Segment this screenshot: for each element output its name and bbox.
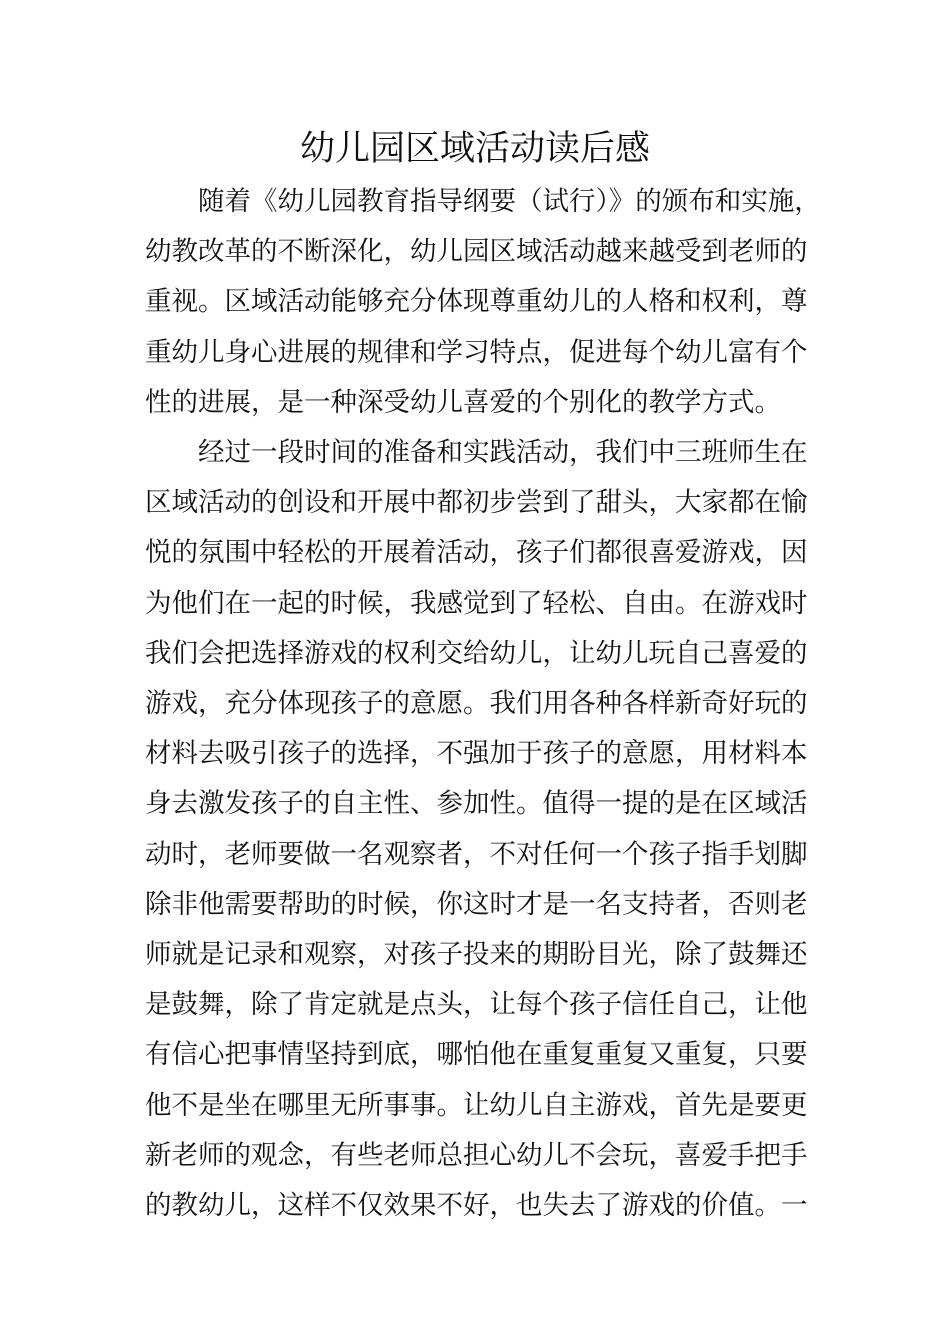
text-line: 游戏，充分体现孩子的意愿。我们用各种各样新奇好玩的 [145, 688, 808, 720]
text-line: 的教幼儿，这样不仅效果不好，也失去了游戏的价值。一 [145, 1190, 808, 1222]
text-line: 新老师的观念，有些老师总担心幼儿不会玩，喜爱手把手 [145, 1139, 808, 1171]
text-line: 有信心把事情坚持到底，哪怕他在重复重复又重复，只要 [145, 1039, 808, 1071]
text-line: 他不是坐在哪里无所事事。让幼儿自主游戏，首先是要更 [145, 1089, 808, 1121]
text-line: 师就是记录和观察，对孩子投来的期盼目光，除了鼓舞还 [145, 939, 808, 971]
text-line: 重幼儿身心进展的规律和学习特点，促进每个幼儿富有个 [145, 336, 808, 368]
text-line: 随着《幼儿园教育指导纲要（试行）》的颁布和实施， [198, 186, 821, 217]
text-line: 材料去吸引孩子的选择，不强加于孩子的意愿，用材料本 [145, 738, 808, 770]
paragraph-2 [145, 428, 810, 1231]
text-line: 动时，老师要做一名观察者，不对任何一个孩子指手划脚 [145, 838, 808, 870]
paragraph-1 [145, 177, 821, 428]
text-line: 幼教改革的不断深化，幼儿园区域活动越来越受到老师的 [145, 236, 808, 268]
document-body [145, 177, 821, 1231]
text-line: 重视。区域活动能够充分体现尊重幼儿的人格和权利，尊 [145, 286, 808, 318]
text-line: 我们会把选择游戏的权利交给幼儿，让幼儿玩自己喜爱的 [145, 637, 808, 669]
text-line: 悦的氛围中轻松的开展着活动，孩子们都很喜爱游戏，因 [145, 537, 808, 569]
text-line: 性的进展，是一种深受幼儿喜爱的个别化的教学方式。 [145, 386, 781, 418]
text-line: 是鼓舞，除了肯定就是点头，让每个孩子信任自己，让他 [145, 989, 808, 1021]
text-line: 除非他需要帮助的时候，你这时才是一名支持者，否则老 [145, 888, 808, 920]
text-line: 身去激发孩子的自主性、参加性。值得一提的是在区域活 [145, 788, 808, 820]
document-title: 幼儿园区域活动读后感 [299, 129, 650, 169]
text-line: 为他们在一起的时候，我感觉到了轻松、自由。在游戏时 [145, 587, 808, 619]
text-line: 经过一段时间的准备和实践活动，我们中三班师生在 [198, 437, 808, 469]
text-line: 区域活动的创设和开展中都初步尝到了甜头，大家都在愉 [145, 487, 808, 519]
